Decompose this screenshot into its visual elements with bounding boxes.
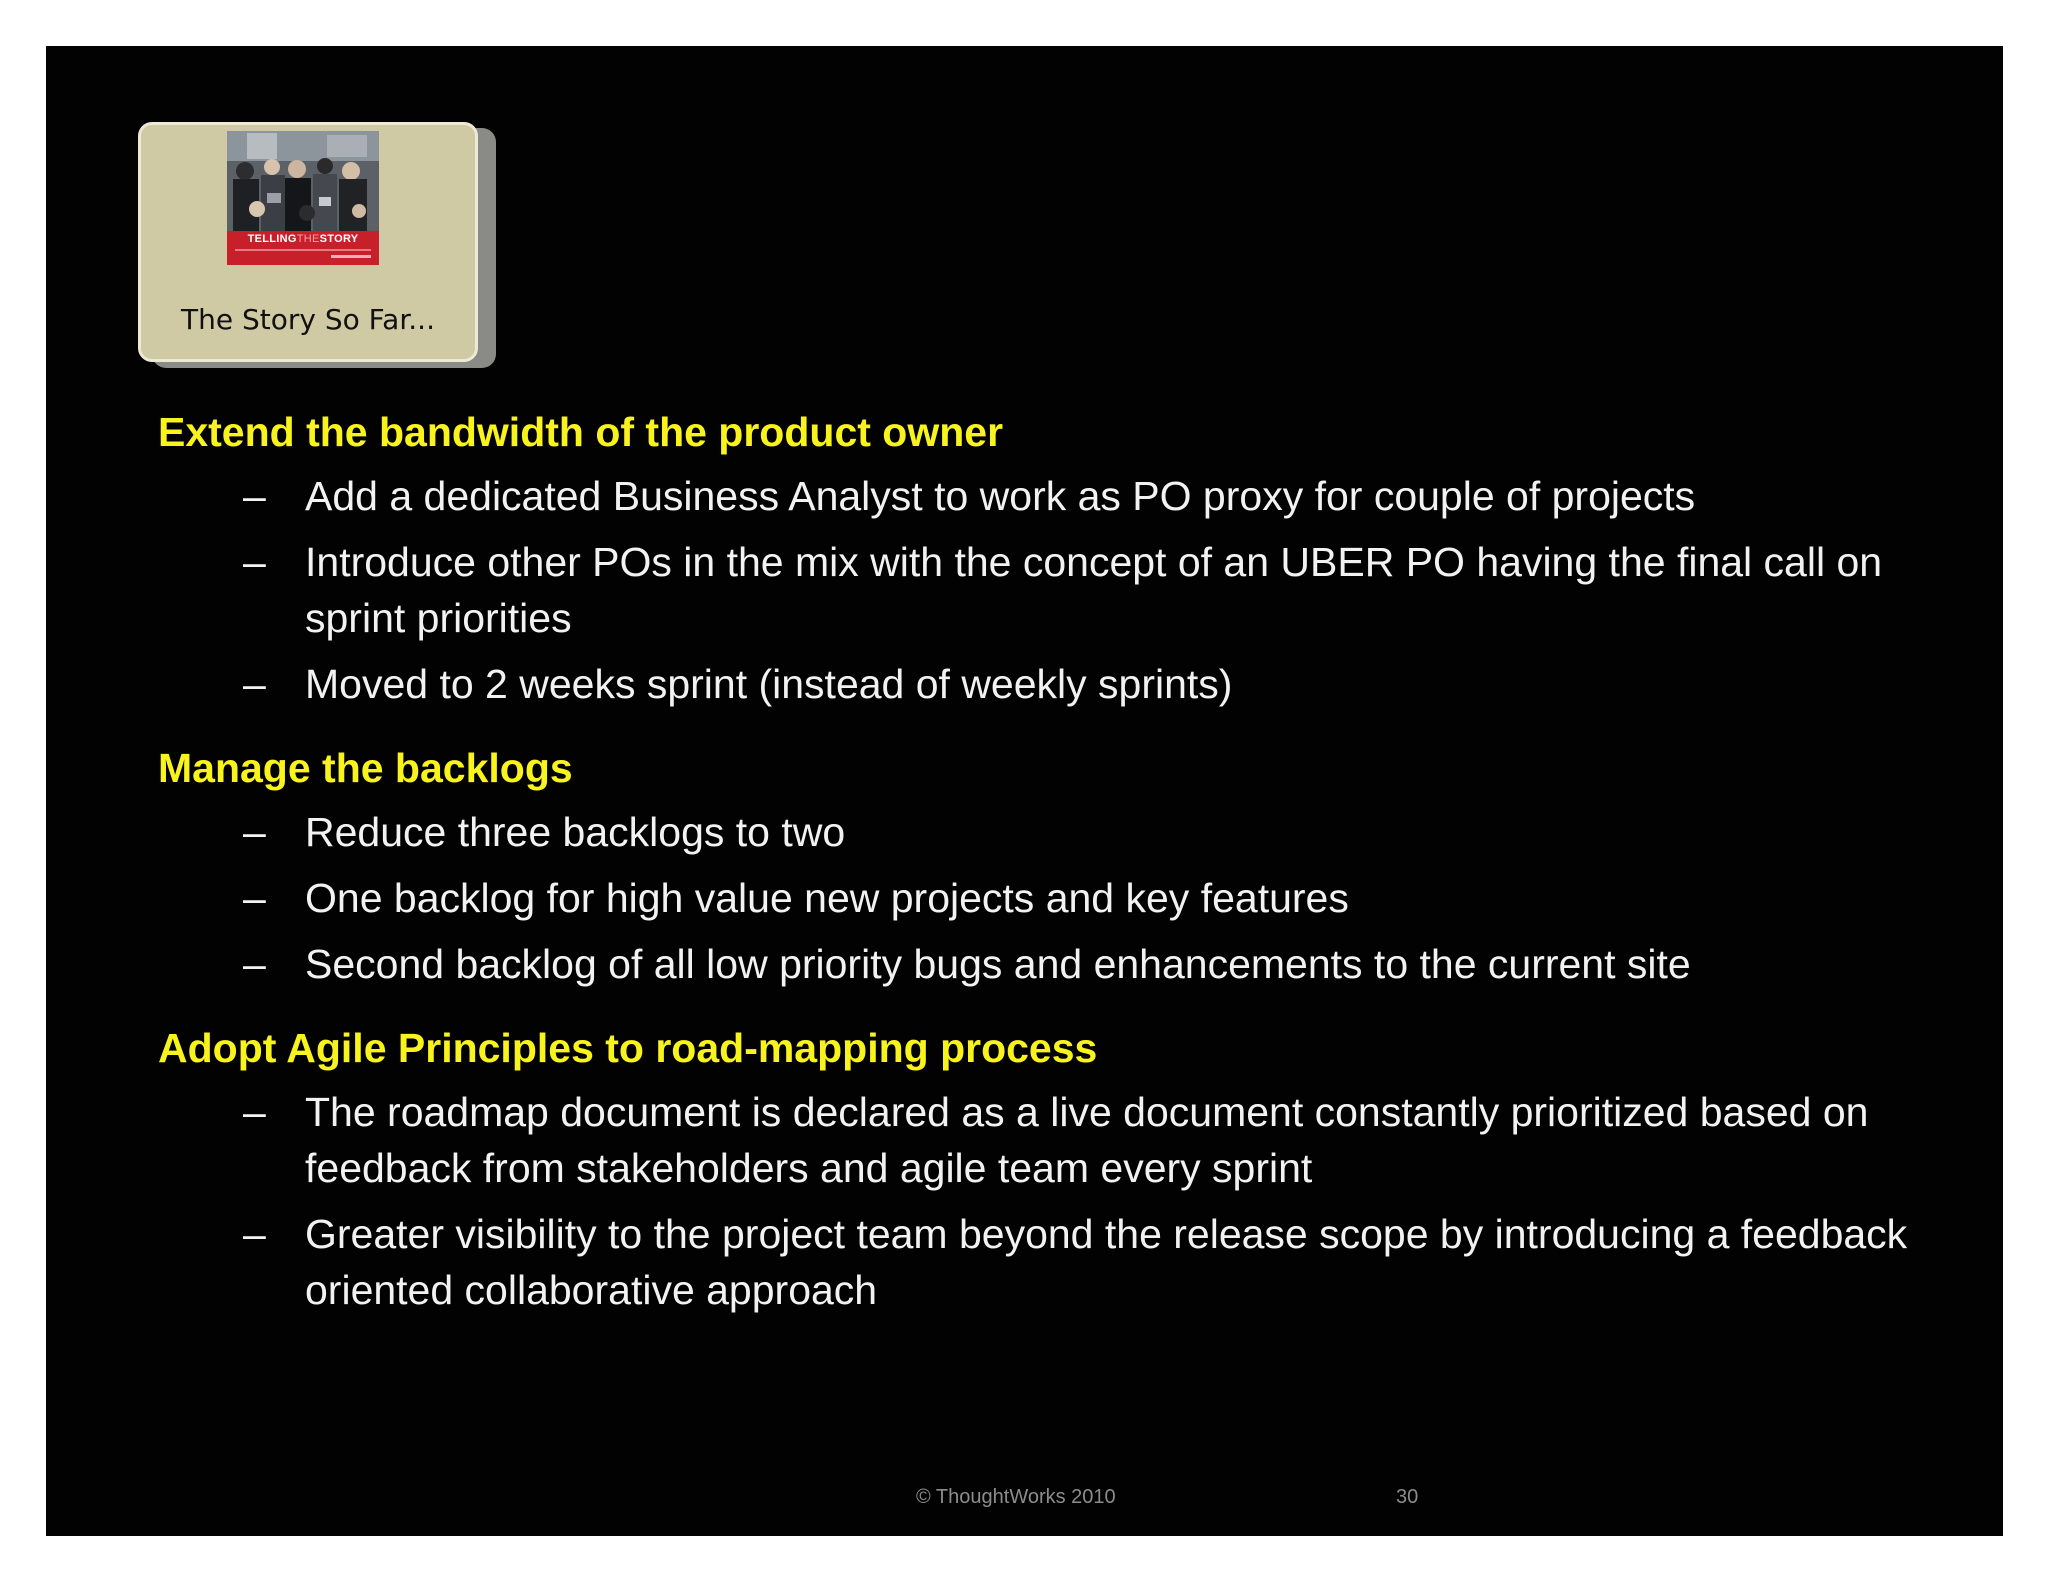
story-card: [138, 122, 478, 362]
bullet-dash: –: [243, 1089, 266, 1135]
bullet-text: One backlog for high value new projects and key features: [305, 875, 1349, 921]
book-publisher-line: [331, 255, 371, 258]
book-title-band: [227, 231, 379, 265]
bullet-dash: –: [243, 473, 266, 519]
bullet-item: [158, 936, 1918, 992]
bullet-item: [158, 468, 1918, 524]
bullet-item: [158, 1084, 1918, 1196]
footer-copyright: © ThoughtWorks 2010: [916, 1486, 1116, 1508]
bullet-text: Greater visibility to the project team beyond the release scope by introducing a feedback oriented collaborative approach: [305, 1211, 1908, 1313]
section-heading-backlogs: Manage the backlogs: [158, 745, 573, 791]
bullet-item: [158, 534, 1918, 646]
crowd-photo-image: [227, 131, 379, 231]
story-card-label: The Story So Far...: [181, 303, 435, 336]
bullet-dash: –: [243, 941, 266, 987]
bullet-dash: –: [243, 875, 266, 921]
bullet-item: [158, 1206, 1918, 1318]
section-bullets-backlogs: [158, 804, 1958, 992]
section-heading-bandwidth: Extend the bandwidth of the product owner: [158, 409, 1004, 455]
footer-page-number: 30: [1396, 1486, 1419, 1508]
bullet-text: Introduce other POs in the mix with the concept of an UBER PO having the final call on sprint priorities: [305, 539, 1883, 641]
bullet-item: [158, 804, 1918, 860]
bullet-text: Second backlog of all low priority bugs and enhancements to the current site: [305, 941, 1691, 987]
bullet-text: Reduce three backlogs to two: [305, 809, 846, 855]
bullet-dash: –: [243, 809, 266, 855]
book-cover-image: [227, 131, 379, 265]
bullet-text: Add a dedicated Business Analyst to work as PO proxy for couple of projects: [305, 473, 1696, 519]
bullet-text: The roadmap document is declared as a live document constantly prioritized based on feedback from stakeholders and agile team every sprint: [305, 1089, 1869, 1191]
bullet-text: Moved to 2 weeks sprint (instead of weekly sprints): [305, 661, 1233, 707]
book-title: TELLINGTHESTORY: [247, 233, 359, 245]
section-bullets-agile: [158, 1084, 1958, 1318]
section-heading-agile: Adopt Agile Principles to road-mapping process: [158, 1025, 1098, 1071]
book-subtitle-line: [235, 249, 371, 251]
bullet-dash: –: [243, 539, 266, 585]
bullet-item: [158, 870, 1918, 926]
bullet-dash: –: [243, 661, 266, 707]
slide: [46, 46, 2003, 1536]
slide-content: [158, 406, 1958, 1348]
section-bullets-bandwidth: [158, 468, 1958, 712]
bullet-dash: –: [243, 1211, 266, 1257]
bullet-item: [158, 656, 1918, 712]
